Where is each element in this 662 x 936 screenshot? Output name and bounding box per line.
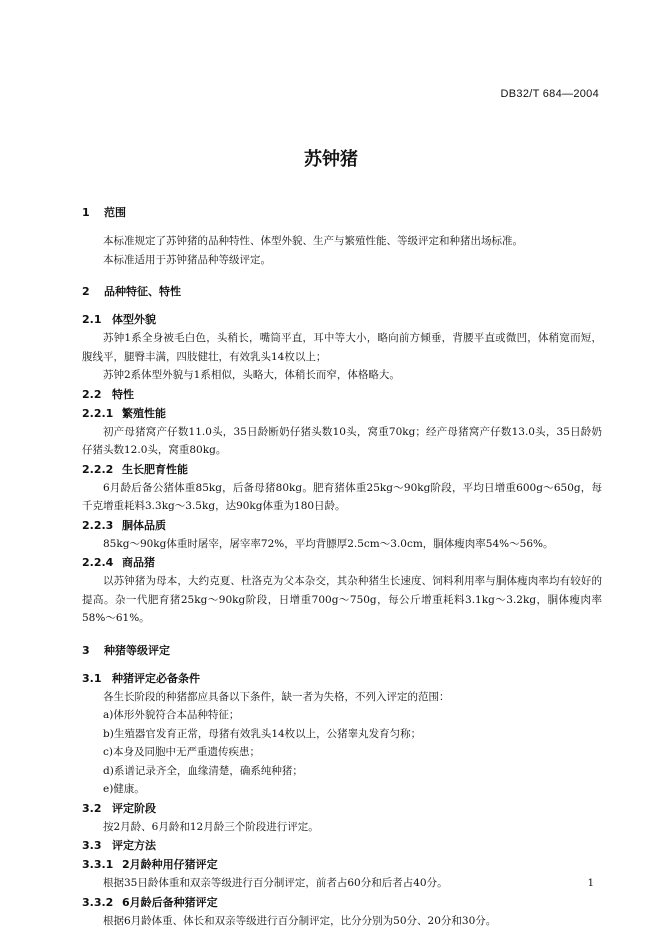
- section-number: 3.2: [82, 801, 102, 815]
- section-number: 2.2.1: [82, 406, 114, 420]
- paragraph: 根据35日龄体重和双亲等级进行百分制评定，前者占60分和后者占40分。: [103, 877, 448, 889]
- section-title: 繁殖性能: [122, 406, 166, 420]
- section-title: 生长肥育性能: [122, 462, 188, 476]
- section-title: 胴体品质: [122, 518, 166, 532]
- paragraph: 本标准规定了苏钟猪的品种特性、体型外貌、生产与繁殖性能、等级评定和种猪出场标准。: [103, 235, 523, 247]
- paragraph: 以苏钟猪为母本，大约克夏、杜洛克为父本杂交，其杂种猪生长速度、饲料利用率与胴体瘦肉率均有较好的提高。杂一代肥育猪25kg～90kg阶段，日增重700g～750g，每公斤增重耗料3.1kg～3.2kg，胴体瘦肉率58%～61%。: [82, 575, 602, 624]
- section-title: 2月龄种用仔猪评定: [122, 858, 218, 871]
- list-item: a)体形外貌符合本品种特征；: [103, 709, 240, 721]
- section-number: 2.2.4: [82, 556, 114, 569]
- paragraph: 本标准适用于苏钟猪品种等级评定。: [103, 253, 271, 266]
- section-title: 种猪等级评定: [104, 643, 170, 657]
- section-number: 3: [82, 643, 90, 657]
- section-title: 商品猪: [122, 556, 155, 569]
- document-body: [82, 190, 602, 930]
- standard-code: DB32/T 684—2004: [500, 88, 599, 100]
- section-heading-2: [82, 283, 602, 301]
- list-item: c)本身及同胞中无严重遗传疾患；: [103, 746, 260, 758]
- subsection-heading-3-3-1: [82, 856, 602, 874]
- section-number: 2.2: [82, 387, 102, 401]
- page-number: 1: [587, 878, 594, 889]
- subsection-heading-3-3: [82, 837, 602, 855]
- document-title: 苏钟猪: [304, 149, 358, 170]
- section-number: 2: [82, 285, 90, 298]
- paragraph: 苏钟2系体型外貌与1系相似，头略大，体稍长而窄，体格略大。: [103, 369, 400, 381]
- subsection-heading-2-1: [82, 311, 602, 329]
- subsection-heading-2-2-3: [82, 517, 602, 535]
- section-title: 范围: [104, 206, 126, 219]
- subsection-heading-3-1: [82, 670, 602, 688]
- subsection-heading-3-2: [82, 800, 602, 818]
- section-number: 2.2.3: [82, 518, 114, 532]
- paragraph: 苏钟1系全身被毛白色，头稍长，嘴筒平直，耳中等大小，略向前方倾垂，背腰平直或微凹，体稍宽而短，腹线平，腿臀丰满，四肢健壮，有效乳头14枚以上；: [82, 332, 602, 363]
- section-number: 3.3.2: [82, 895, 114, 909]
- section-number: 3.3: [82, 839, 102, 852]
- section-number: 3.3.1: [82, 858, 114, 871]
- paragraph: 按2月龄、6月龄和12月龄三个阶段进行评定。: [103, 820, 319, 833]
- section-title: 6月龄后备种猪评定: [122, 895, 218, 909]
- list-item: d)系谱记录齐全，血缘清楚，确系纯种猪；: [103, 764, 303, 777]
- section-number: 2.2.2: [82, 462, 114, 476]
- paragraph: 85kg～90kg体重时屠宰，屠宰率72%，平均背膘厚2.5cm～3.0cm，胴体瘦肉率54%～56%。: [103, 537, 554, 550]
- section-title: 特性: [112, 387, 134, 401]
- section-title: 体型外貌: [112, 313, 156, 326]
- section-heading-1: [82, 204, 602, 222]
- subsection-heading-3-3-2: [82, 894, 602, 912]
- subsection-heading-2-2: [82, 386, 602, 404]
- list-item: b)生殖器官发育正常，母猪有效乳头14枚以上，公猪睾丸发育匀称；: [103, 727, 422, 740]
- section-heading-3: [82, 642, 602, 660]
- paragraph: 各生长阶段的种猪都应具备以下条件，缺一者为失格，不列入评定的范围：: [103, 690, 450, 703]
- section-number: 1: [82, 206, 90, 219]
- paragraph: 6月龄后备公猪体重85kg，后备母猪80kg。肥育猪体重25kg～90kg阶段，平均日增重600g～650g，每千克增重耗料3.3kg～3.5kg，达90kg体重为180日龄。: [82, 481, 602, 512]
- subsection-heading-2-2-4: [82, 554, 602, 572]
- section-number: 2.1: [82, 313, 102, 326]
- paragraph: 初产母猪窝产仔数11.0头，35日龄断奶仔猪头数10头，窝重70kg；经产母猪窝产仔数13.0头，35日龄奶仔猪头数12.0头，窝重80kg。: [82, 425, 602, 456]
- section-title: 种猪评定必备条件: [112, 671, 200, 685]
- paragraph: 根据6月龄体重、体长和双亲等级进行百分制评定，比分分别为50分、20分和30分。: [103, 914, 497, 927]
- section-title: 评定阶段: [112, 801, 156, 815]
- list-item: e)健康。: [103, 783, 145, 795]
- section-number: 3.1: [82, 671, 102, 685]
- subsection-heading-2-2-2: [82, 461, 602, 479]
- section-title: 品种特征、特性: [104, 285, 181, 298]
- section-title: 评定方法: [112, 839, 156, 852]
- subsection-heading-2-2-1: [82, 405, 602, 423]
